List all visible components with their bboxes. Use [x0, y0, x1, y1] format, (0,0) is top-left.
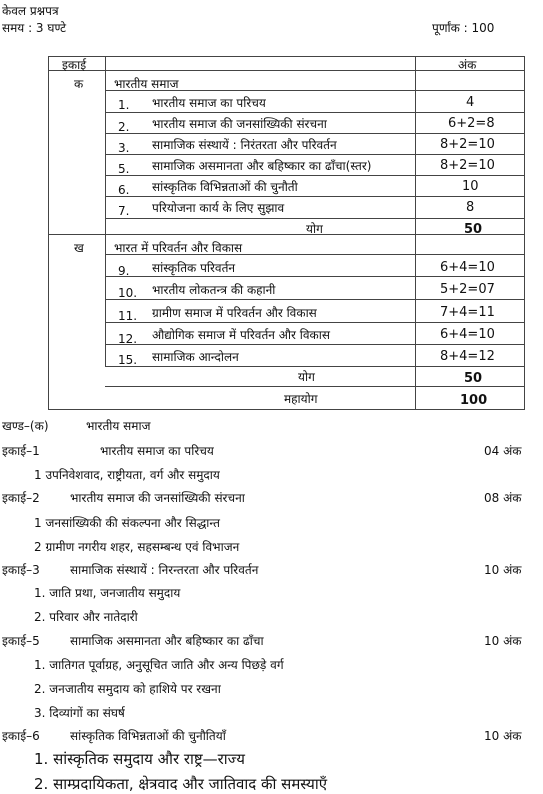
section-title: भारत में परिवर्तन और विकास [114, 241, 243, 255]
unit-item: 1. जाति प्रथा, जनजातीय समुदाय [34, 586, 181, 600]
paper-type: केवल प्रश्नपत्र [2, 4, 59, 18]
row-topic: ग्रामीण समाज में परिवर्तन और विकास [152, 306, 317, 320]
section-code: क [74, 77, 84, 91]
unit-marks: 10 अंक [484, 729, 522, 743]
row-marks: 4 [466, 95, 475, 110]
section-title: भारतीय समाज [114, 77, 179, 91]
row-marks: 8+4=12 [440, 349, 495, 364]
row-marks: 6+4=10 [440, 260, 495, 275]
exam-time: समय : 3 घण्टे [2, 21, 67, 35]
row-no: 6. [118, 183, 130, 197]
row-no: 12. [118, 332, 138, 346]
row-topic: भारतीय समाज की जनसांख्यिकी संरचना [152, 117, 327, 131]
unit-item: 1. सांस्कृतिक समुदाय और राष्ट्र—राज्य [34, 750, 245, 768]
col-marks-header: अंक [458, 58, 477, 72]
row-no: 5. [118, 162, 130, 176]
row-no: 7. [118, 204, 130, 218]
subtotal-value: 50 [464, 371, 483, 386]
max-marks: पूर्णांक : 100 [432, 21, 495, 35]
row-no: 3. [118, 141, 130, 155]
row-no: 15. [118, 353, 138, 367]
col-unit-header: इकाई [62, 58, 87, 72]
unit-title: सांस्कृतिक विभिन्नताओं की चुनौतियाँ [70, 729, 226, 743]
row-topic: सामाजिक असमानता और बहिष्कार का ढाँचा(स्तर) [152, 159, 372, 173]
unit-item: 1 उपनिवेशवाद, राष्ट्रीयता, वर्ग और समुदाय [34, 468, 220, 482]
unit-item: 3. दिव्यांगों का संघर्ष [34, 706, 125, 720]
unit-title: सामाजिक संस्थायें : निरन्तरता और परिवर्तन [70, 563, 259, 577]
unit-marks: 04 अंक [484, 444, 522, 458]
unit-item: 2 ग्रामीण नगरीय शहर, सहसम्बन्ध एवं विभाजन [34, 540, 240, 554]
unit-label: इकाई–3 [2, 563, 40, 577]
unit-item: 2. जनजातीय समुदाय को हाशिये पर रखना [34, 682, 221, 696]
unit-marks: 08 अंक [484, 491, 522, 505]
row-topic: भारतीय समाज का परिचय [152, 96, 266, 110]
row-topic: औद्योगिक समाज में परिवर्तन और विकास [152, 328, 330, 342]
row-topic: सामाजिक संस्थायें : निरंतरता और परिवर्तन [152, 138, 337, 152]
unit-item: 1. जातिगत पूर्वाग्रह, अनुसूचित जाति और अन्य पिछड़े वर्ग [34, 658, 284, 672]
subtotal-value: 50 [464, 222, 483, 237]
row-topic: भारतीय लोकतन्त्र की कहानी [152, 283, 276, 297]
unit-item: 1 जनसांख्यिकी की संकल्पना और सिद्धान्त [34, 516, 220, 530]
row-marks: 7+4=11 [440, 305, 495, 320]
row-no: 11. [118, 309, 138, 323]
unit-title: भारतीय समाज का परिचय [100, 444, 214, 458]
row-topic: परियोजना कार्य के लिए सुझाव [152, 201, 285, 215]
row-marks: 10 [462, 179, 479, 194]
subtotal-label: योग [298, 370, 315, 384]
section-title: भारतीय समाज [86, 419, 151, 433]
row-topic: सामाजिक आन्दोलन [152, 350, 239, 364]
unit-title: भारतीय समाज की जनसांख्यिकी संरचना [70, 491, 245, 505]
unit-marks: 10 अंक [484, 563, 522, 577]
unit-title: सामाजिक असमानता और बहिष्कार का ढाँचा [70, 634, 264, 648]
section-heading: खण्ड–(क) [2, 419, 49, 433]
unit-marks: 10 अंक [484, 634, 522, 648]
row-topic: सांस्कृतिक विभिन्नताओं की चुनौती [152, 180, 298, 194]
row-no: 1. [118, 98, 130, 112]
row-marks: 8 [466, 200, 475, 215]
row-no: 10. [118, 286, 138, 300]
unit-item: 2. परिवार और नातेदारी [34, 610, 138, 624]
marks-distribution-table [48, 56, 525, 410]
row-marks: 8+2=10 [440, 158, 495, 173]
unit-item: 2. साम्प्रदायिकता, क्षेत्रवाद और जातिवाद की समस्याएँ [34, 775, 327, 793]
unit-label: इकाई–6 [2, 729, 40, 743]
grand-total-value: 100 [460, 393, 488, 408]
row-marks: 6+2=8 [448, 116, 495, 131]
row-no: 9. [118, 264, 130, 278]
row-no: 2. [118, 120, 130, 134]
row-topic: सांस्कृतिक परिवर्तन [152, 261, 236, 275]
unit-label: इकाई–2 [2, 491, 40, 505]
subtotal-label: योग [306, 222, 323, 236]
grand-total-label: महायोग [284, 392, 318, 406]
unit-label: इकाई–5 [2, 634, 40, 648]
row-marks: 8+2=10 [440, 137, 495, 152]
row-marks: 5+2=07 [440, 282, 495, 297]
unit-label: इकाई–1 [2, 444, 40, 458]
section-code: ख [74, 241, 84, 255]
row-marks: 6+4=10 [440, 327, 495, 342]
